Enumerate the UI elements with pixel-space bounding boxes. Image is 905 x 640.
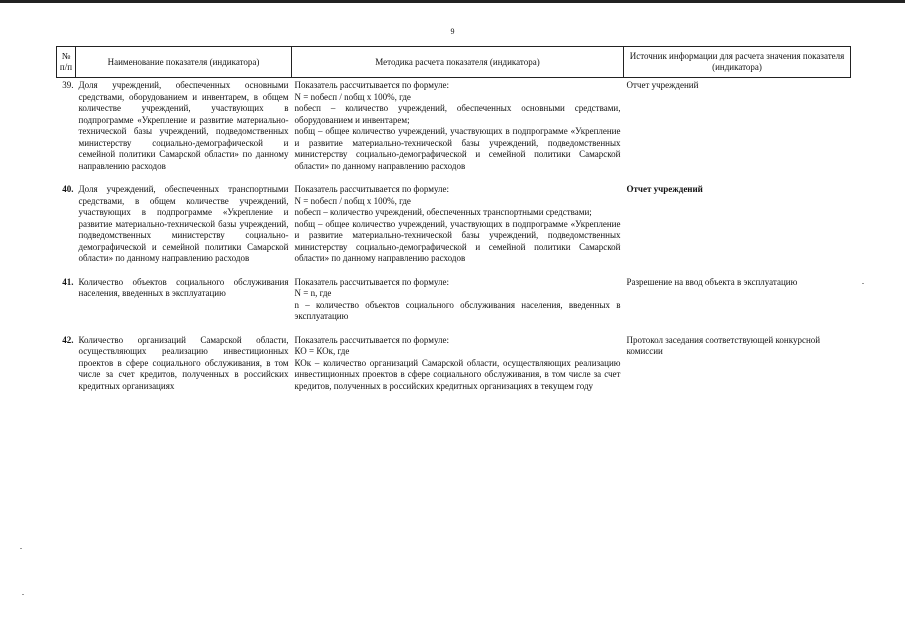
method-line: Показатель рассчитывается по формуле: [294, 80, 450, 90]
method-formula: N = nобесп / nобщ x 100%, где [294, 91, 411, 102]
information-source: Отчет учреждений [626, 80, 699, 90]
method-line: Показатель рассчитывается по формуле: [294, 184, 450, 194]
method-line: nобесп – количество учреждений, обеспеченных транспортными средствами; [294, 207, 592, 217]
indicator-name: Доля учреждений, обеспеченных основными средствами, оборудованием и инвентарем, в общем количестве учреждений, участвующих в подпрограмме «Укрепление и развитие материально-технической базы учреждений, подведомственных министерству социально-демографической и семейной политики Самарской области» по данному направлению расходов [78, 80, 289, 171]
row-number: 42. [62, 334, 74, 345]
row-spacer [57, 267, 851, 275]
method-line: nобщ – общее количество учреждений, участвующих в подпрограмме «Укрепление и развитие материально-технической базы учреждений, подведомственных министерству социально-демографической и семейной политики Самарской области» по данному направлению расходов [294, 126, 621, 171]
calculation-method [292, 333, 624, 395]
header-name: Наименование показателя (индикатора) [76, 47, 292, 78]
calculation-method [292, 78, 624, 175]
page-number: 9 [450, 27, 455, 36]
information-source: Отчет учреждений [626, 184, 703, 194]
indicator-table [56, 46, 850, 394]
header-num: № п/п [57, 47, 76, 78]
top-rule [0, 0, 905, 3]
header-source: Источник информации для расчета значения показателя (индикатора) [624, 47, 851, 78]
method-formula: N = nобесп / nобщ x 100%, где [294, 195, 411, 206]
table-row [57, 78, 851, 175]
information-source: Протокол заседания соответствующей конкурсной комиссии [626, 334, 821, 356]
indicator-name: Количество организаций Самарской области, осуществляющих реализацию инвестиционных проектов в сфере социального обслуживания, в том числе за счет кредитов, полученных в российских кредитных организациях [78, 334, 289, 391]
indicator-name: Количество объектов социального обслуживания населения, введенных в эксплуатацию [78, 276, 289, 298]
method-line: nобщ – общее количество учреждений, участвующих в подпрограмме «Укрепление и развитие материально-технической базы учреждений, подведомственных министерству социально-демографической и семейной политики Самарской области» по данному направлению расходов [294, 218, 621, 263]
method-line: nобесп – количество учреждений, обеспеченных основными средствами, оборудованием и инвентарем; [294, 103, 621, 125]
method-formula: N = n, где [294, 288, 332, 298]
information-source: Разрешение на ввод объекта в эксплуатацию [626, 276, 798, 287]
method-line: КОк – количество организаций Самарской области, осуществляющих реализацию инвестиционных проектов в сфере социального обслуживания, в том числе за счет кредитов, полученных в российских кредитных организациях в текущем году [294, 357, 621, 391]
row-spacer [57, 174, 851, 182]
row-number: 41. [62, 276, 74, 287]
table-row [57, 182, 851, 267]
calculation-method [292, 275, 624, 325]
header-method: Методика расчета показателя (индикатора) [292, 47, 624, 78]
table-row [57, 333, 851, 395]
row-number: 39. [62, 80, 74, 90]
table-row [57, 275, 851, 325]
table-header-row [57, 47, 851, 78]
method-line: Показатель рассчитывается по формуле: [294, 334, 450, 345]
row-spacer [57, 325, 851, 333]
method-formula: КО = КОк, где [294, 346, 350, 356]
calculation-method [292, 182, 624, 267]
scan-speck [22, 594, 24, 595]
method-line: n – количество объектов социального обслуживания населения, введенных в эксплуатацию [294, 299, 621, 321]
indicator-name: Доля учреждений, обеспеченных транспортными средствами, в общем количестве учреждений, участвующих в подпрограмме «Укрепление и развитие материально-технической базы учреждений, подведомственных министерству социально-демографической и семейной политики Самарской области» по данному направлению расходов [78, 184, 289, 263]
scan-speck [20, 548, 22, 549]
scan-speck [862, 283, 864, 284]
row-number: 40. [62, 184, 74, 194]
method-line: Показатель рассчитывается по формуле: [294, 276, 450, 287]
